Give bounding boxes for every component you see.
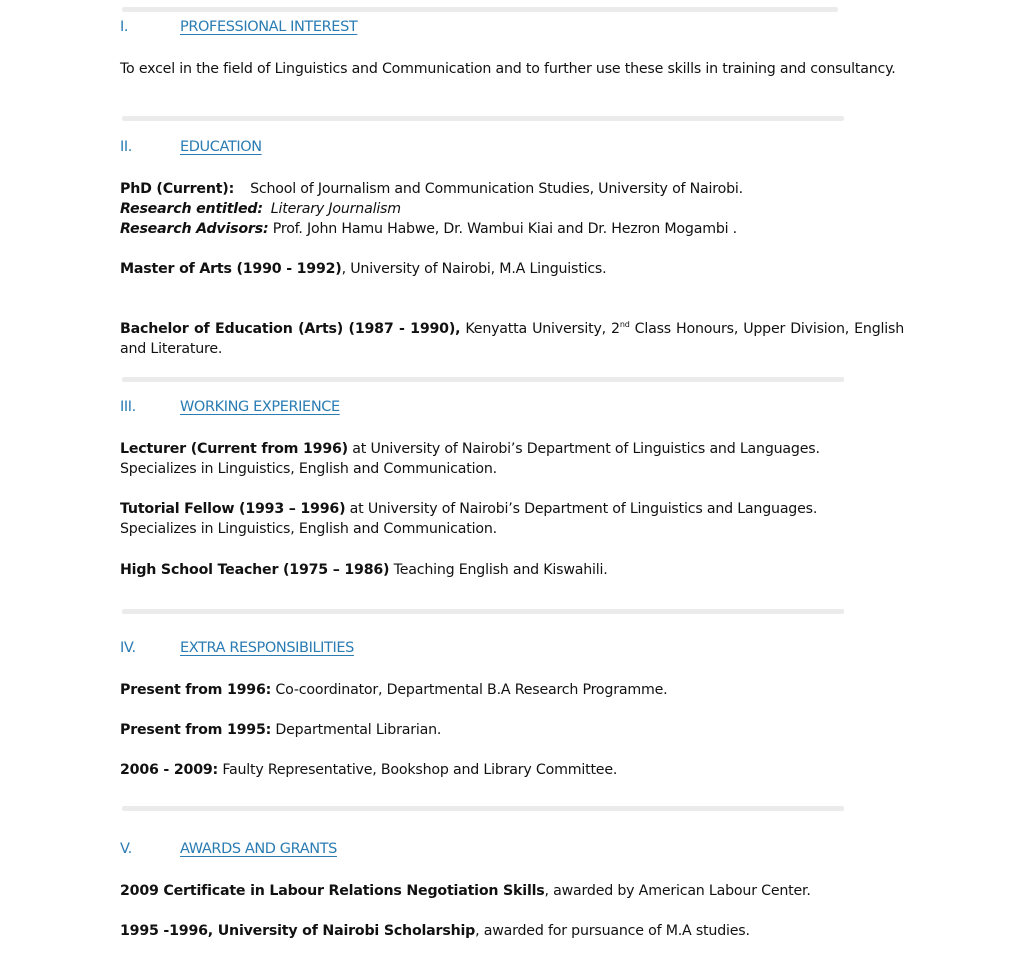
award-text: , awarded by American Labour Center. bbox=[544, 883, 811, 899]
responsibility-text: Co-coordinator, Departmental B.A Research Programme. bbox=[271, 682, 668, 698]
experience-item bbox=[120, 560, 904, 580]
phd-text: School of Journalism and Communication Studies, University of Nairobi. bbox=[250, 181, 743, 197]
section-divider bbox=[122, 609, 844, 614]
masters-text: , University of Nairobi, M.A Linguistics. bbox=[341, 261, 607, 277]
phd-label: PhD (Current): bbox=[120, 181, 235, 197]
education-phd bbox=[120, 179, 904, 239]
research-title: Literary Journalism bbox=[270, 201, 401, 217]
responsibility-label: Present from 1996: bbox=[120, 682, 272, 698]
advisors-line bbox=[120, 219, 904, 239]
experience-item-line2: Specializes in Linguistics, English and Communication. bbox=[120, 461, 497, 477]
bachelors-label: Bachelor of Education (Arts) (1987 - 1990), bbox=[120, 321, 461, 337]
phd-line bbox=[120, 179, 904, 199]
section-number: V. bbox=[120, 841, 132, 857]
section-title: AWARDS AND GRANTS bbox=[180, 841, 337, 857]
award-item bbox=[120, 881, 904, 901]
responsibility-label: 2006 - 2009: bbox=[120, 762, 219, 778]
education-masters bbox=[120, 259, 904, 279]
experience-item-line2: Specializes in Linguistics, English and Communication. bbox=[120, 521, 497, 537]
research-label: Research entitled: bbox=[120, 201, 263, 217]
section-divider bbox=[122, 116, 844, 121]
award-item bbox=[120, 921, 904, 941]
experience-item bbox=[120, 439, 904, 459]
section-title: EDUCATION bbox=[180, 139, 262, 155]
responsibility-item bbox=[120, 760, 904, 780]
experience-text: Teaching English and Kiswahili. bbox=[389, 562, 608, 578]
advisors-label: Research Advisors: bbox=[120, 221, 269, 237]
bachelors-text-2: Class Honours, Upper Division, English and Literature. bbox=[120, 321, 904, 357]
section-heading-awards-and-grants bbox=[120, 841, 337, 857]
section-number: III. bbox=[120, 399, 136, 415]
experience-label: Tutorial Fellow (1993 – 1996) bbox=[120, 501, 346, 517]
section-title: EXTRA RESPONSIBILITIES bbox=[180, 640, 354, 656]
section-divider bbox=[122, 806, 844, 811]
bachelors-sup: nd bbox=[619, 320, 630, 329]
section-divider bbox=[122, 7, 838, 12]
award-label: 2009 Certificate in Labour Relations Negotiation Skills bbox=[120, 883, 545, 899]
responsibility-item bbox=[120, 680, 904, 700]
award-label: 1995 -1996, University of Nairobi Scholarship bbox=[120, 923, 476, 939]
section-heading-extra-responsibilities bbox=[120, 640, 354, 656]
experience-item bbox=[120, 499, 904, 519]
research-line bbox=[120, 199, 904, 219]
experience-text: at University of Nairobi’s Department of Linguistics and Languages. bbox=[347, 441, 820, 457]
section-heading-education bbox=[120, 139, 262, 155]
section-number: IV. bbox=[120, 640, 136, 656]
bachelors-text-1: Kenyatta University, 2 bbox=[460, 321, 620, 337]
responsibility-text: Departmental Librarian. bbox=[271, 722, 442, 738]
section-divider bbox=[122, 377, 844, 382]
section-number: I. bbox=[120, 19, 129, 35]
section-heading-working-experience bbox=[120, 399, 340, 415]
masters-label: Master of Arts (1990 - 1992) bbox=[120, 261, 342, 277]
section-title: WORKING EXPERIENCE bbox=[180, 399, 340, 415]
responsibility-label: Present from 1995: bbox=[120, 722, 272, 738]
experience-label: Lecturer (Current from 1996) bbox=[120, 441, 348, 457]
professional-interest-text: To excel in the field of Linguistics and Communication and to further use these skills in training and consultancy. bbox=[120, 61, 896, 77]
experience-label: High School Teacher (1975 – 1986) bbox=[120, 562, 390, 578]
section-number: II. bbox=[120, 139, 132, 155]
section-heading-professional-interest bbox=[120, 19, 357, 35]
award-text: , awarded for pursuance of M.A studies. bbox=[475, 923, 750, 939]
advisors-text: Prof. John Hamu Habwe, Dr. Wambui Kiai and Dr. Hezron Mogambi . bbox=[272, 221, 737, 237]
experience-text: at University of Nairobi’s Department of Linguistics and Languages. bbox=[345, 501, 818, 517]
section-title: PROFESSIONAL INTEREST bbox=[180, 19, 358, 35]
education-bachelors bbox=[120, 319, 904, 359]
responsibility-text: Faulty Representative, Bookshop and Library Committee. bbox=[218, 762, 618, 778]
responsibility-item bbox=[120, 720, 904, 740]
